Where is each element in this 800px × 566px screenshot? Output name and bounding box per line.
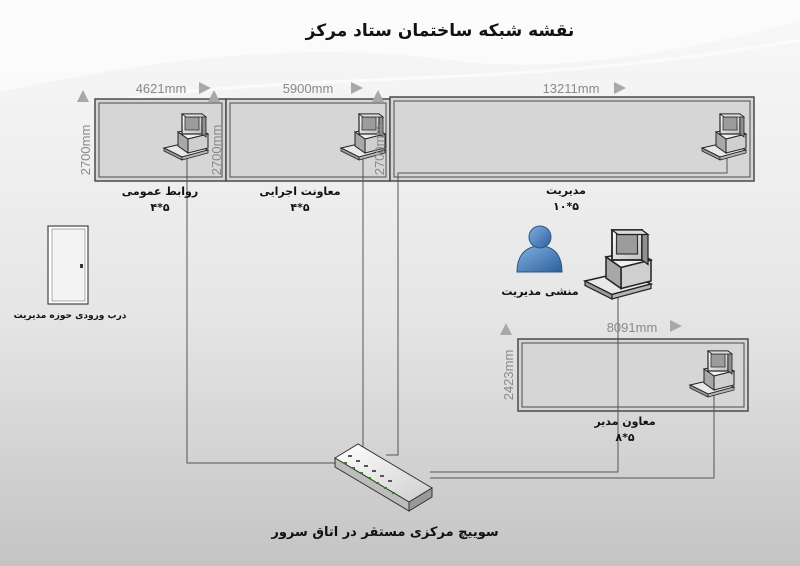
door-label: درب ورودی حوزه مدیریت bbox=[13, 311, 127, 321]
dimension-executive-deputy-height bbox=[209, 125, 224, 176]
room-management bbox=[390, 97, 754, 181]
room-label-management: مدیریت bbox=[546, 184, 586, 197]
dimension-label: 5900mm bbox=[282, 81, 334, 96]
dimension-label: 2700mm bbox=[372, 124, 387, 176]
room-label-public-relations: روابط عمومی bbox=[121, 185, 199, 198]
dimension-label: 4621mm bbox=[135, 81, 187, 96]
dimension-label: 13211mm bbox=[542, 81, 600, 96]
room-size-executive-deputy: ۴*۵ bbox=[290, 201, 310, 214]
room-label-executive-deputy: معاونت اجرایی bbox=[259, 185, 341, 198]
room-size-management: ۱۰*۵ bbox=[553, 200, 579, 213]
secretary-label: منشی مدیریت bbox=[501, 285, 579, 298]
dimension-label: 2423mm bbox=[501, 349, 516, 401]
dimension-label: 8091mm bbox=[606, 320, 658, 335]
door-icon bbox=[48, 226, 88, 304]
room-size-public-relations: ۴*۵ bbox=[150, 201, 170, 214]
room-size-deputy-manager: ۸*۵ bbox=[615, 431, 635, 444]
switch-label: سوییچ مرکزی مستقر در اتاق سرور bbox=[271, 525, 499, 540]
room-label-deputy-manager: معاون مدیر bbox=[594, 415, 656, 428]
diagram-title: نقشه شبکه ساختمان ستاد مرکز bbox=[305, 21, 575, 41]
dimension-label: 2700mm bbox=[209, 124, 224, 176]
dimension-label: 2700mm bbox=[78, 124, 93, 176]
